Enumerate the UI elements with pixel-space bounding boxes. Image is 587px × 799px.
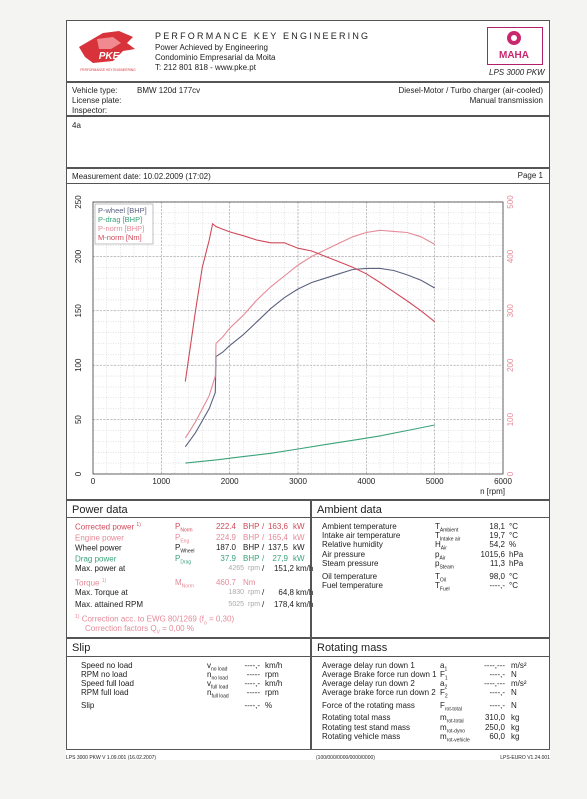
slip-row-unit: rpm (265, 688, 279, 697)
y-left-tick-label: 200 (74, 249, 83, 264)
slip-row-value: ----,- (244, 701, 260, 710)
ambient-row-symbol: $T_{Oil}$ (435, 572, 447, 584)
ambient-row-symbol: $T_{Ambient}$ (435, 522, 459, 534)
max-torque-speed: 64,8 (278, 588, 294, 597)
ambient-row-label: Fuel temperature (322, 581, 383, 590)
power-row-bhp-unit: BHP (243, 553, 260, 563)
correction-factor: Correction factors $Q_V = 0,00$ % (85, 624, 194, 636)
ambient-row-unit: °C (509, 572, 518, 581)
engine-type: Diesel-Motor / Turbo charger (air-cooled) (398, 86, 543, 95)
slip-row-label: RPM full load (81, 688, 129, 697)
rotating-row-label: Average delay run down 2 (322, 679, 415, 688)
rotating-row-symbol: $m_{rot-dyno}$ (440, 723, 466, 735)
y-right-tick-label: 300 (506, 304, 515, 318)
power-row-kw: 163,6 (267, 522, 288, 531)
max-torque-slash: / (262, 588, 265, 597)
rotating-row-value: 310,0 (484, 713, 505, 722)
company-contact: T: 212 801 818 - www.pke.pt (155, 63, 256, 72)
legend-entry: M-norm [Nm] (98, 233, 142, 242)
slip-row-symbol: $n_{no load}$ (207, 670, 228, 682)
rotating-row-unit: kg (511, 723, 520, 732)
slip-row-unit: % (265, 701, 273, 710)
power-row-label: Engine power (75, 533, 124, 543)
rotating-row-symbol: $F_2$ (440, 688, 448, 700)
rotating-row-symbol: $F_{rot-total}$ (440, 701, 462, 713)
rotating-row-symbol: $F_1$ (440, 670, 448, 682)
company-tagline: Power Achieved by Engineering (155, 43, 268, 52)
ambient-row-value: ----,- (489, 581, 505, 590)
power-row-kw-unit: kW (293, 532, 305, 542)
ambient-row-symbol: $T_{Intake air}$ (435, 531, 461, 543)
legend-entry: P-wheel [BHP] (98, 206, 147, 215)
x-tick-label: 3000 (289, 477, 307, 486)
power-row-slash: / (262, 543, 265, 552)
rotating-row-label: Rotating test stand mass (322, 723, 411, 732)
ambient-row-symbol: $p_{Air}$ (435, 550, 446, 562)
rotating-row-label: Average Brake force run down 1 (322, 670, 437, 679)
rotating-row-symbol: $m_{rot-vehicle}$ (440, 732, 470, 744)
slip-row-label: Slip (81, 701, 95, 710)
rotating-mass-box (311, 638, 550, 750)
vehicle-type-value: BMW 120d 177cv (137, 86, 201, 95)
x-tick-label: 5000 (425, 477, 444, 486)
ambient-row-symbol: $p_{Steam}$ (435, 559, 454, 571)
ambient-row-symbol: $T_{Fuel}$ (435, 581, 450, 593)
max-power-speed-unit: km/h (296, 564, 314, 573)
x-tick-label: 2000 (220, 477, 239, 486)
ambient-row-value: 18,1 (489, 522, 505, 531)
max-power-rpm-unit: rpm (248, 565, 261, 572)
series-line (185, 224, 434, 382)
ambient-row-unit: hPa (509, 550, 524, 559)
y-left-tick-label: 50 (74, 415, 83, 425)
max-power-speed: 151,2 (273, 564, 294, 573)
power-row-kw-unit: kW (293, 522, 305, 531)
power-row-symbol: $P_{Norm}$ (175, 522, 193, 534)
maha-logo (487, 27, 543, 65)
legend-entry: P-drag [BHP] (98, 215, 143, 224)
max-power-slash: / (262, 564, 265, 573)
y-right-tick-label: 200 (506, 358, 515, 372)
max-rpm-value: 5025 (228, 601, 244, 608)
slip-row-value: ----- (246, 688, 260, 697)
y-left-tick-label: 0 (74, 471, 83, 477)
max-torque-label: Max. Torque at (75, 588, 128, 597)
max-power-rpm: 4265 (228, 565, 244, 572)
max-torque-rpm-unit: rpm (248, 589, 261, 596)
series-line (185, 230, 434, 438)
rotating-row-unit: N (511, 688, 517, 697)
ambient-data-divider (312, 517, 549, 518)
power-row-bhp-unit: BHP (243, 532, 260, 542)
company-name: PERFORMANCE KEY ENGINEERING (155, 31, 371, 41)
power-row-symbol: $P_{Wheel}$ (175, 543, 195, 555)
rotating-row-unit: N (511, 701, 517, 710)
power-row-symbol: $P_{Eng}$ (175, 532, 190, 545)
footer-right: LPS-EURO V1.24.001 (500, 755, 550, 761)
slip-row-value: ----,- (244, 679, 260, 688)
x-tick-label: 1000 (152, 477, 171, 486)
ambient-row-label: Air pressure (322, 550, 366, 559)
rotating-row-value: ----,--- (484, 661, 505, 670)
transmission-type: Manual transmission (469, 96, 543, 105)
legend-entry: P-norm [BHP] (98, 224, 145, 233)
correction-note: $^{1)}$ Correction acc. to EWG 80/1269 $(f_o = 0,30)$ (75, 614, 235, 627)
slip-divider (67, 656, 310, 657)
torque-label: Torque $^{1)}$ (75, 578, 107, 588)
series-line (185, 268, 434, 446)
y-right-tick-label: 100 (506, 412, 515, 427)
rotating-row-label: Rotating vehicle mass (322, 732, 401, 741)
ambient-row-value: 98,0 (489, 572, 505, 581)
ambient-row-symbol: $H_{Air}$ (435, 540, 447, 552)
ambient-row-label: Steam pressure (322, 559, 379, 568)
torque-value: 460.7 (215, 578, 236, 587)
slip-row-value: ----- (246, 670, 260, 679)
slip-row-label: RPM no load (81, 670, 128, 679)
ambient-row-value: 11,3 (490, 559, 505, 568)
ambient-row-label: Oil temperature (322, 572, 378, 581)
ambient-row-unit: hPa (509, 559, 524, 568)
max-torque-speed-unit: km/h (296, 588, 314, 597)
rotating-row-symbol: $m_{rot-total}$ (440, 713, 464, 725)
x-axis-unit: n [rpm] (480, 487, 505, 496)
power-torque-chart (67, 184, 549, 499)
rotating-row-unit: N (511, 670, 517, 679)
svg-text:PERFORMANCE KEY ENGINEERING: PERFORMANCE KEY ENGINEERING (80, 68, 136, 72)
max-torque-rpm: 1830 (228, 589, 244, 596)
torque-unit: Nm (243, 578, 256, 587)
power-row-kw: 137,5 (267, 543, 288, 552)
svg-text:MAHA: MAHA (499, 50, 529, 61)
power-row-bhp: 222.4 (215, 522, 236, 531)
max-rpm-unit: rpm (248, 601, 261, 608)
power-row-label: Wheel power (75, 543, 122, 553)
power-row-slash: / (262, 553, 265, 563)
rotating-row-label: Average brake force run down 2 (322, 688, 436, 697)
power-row-kw-unit: kW (293, 543, 305, 552)
power-row-bhp: 37.9 (220, 553, 236, 563)
y-left-tick-label: 100 (74, 358, 83, 372)
rotating-row-label: Rotating total mass (322, 713, 391, 722)
header-box (66, 20, 550, 82)
rotating-row-unit: m/s² (511, 679, 527, 688)
ambient-row-value: 19,7 (489, 531, 505, 540)
rotating-row-value: ----,- (489, 688, 505, 697)
power-row-slash: / (262, 522, 265, 531)
power-row-kw: 27,9 (272, 553, 288, 563)
footer-center: (100/000/0000/0000/0000) (316, 755, 375, 761)
rotating-row-label: Force of the rotating mass (322, 701, 415, 710)
y-left-tick-label: 250 (74, 195, 83, 209)
slip-row-symbol: $n_{full load}$ (207, 688, 229, 700)
rotating-row-unit: kg (511, 713, 520, 722)
y-right-tick-label: 400 (506, 249, 515, 264)
pke-logo (73, 27, 143, 75)
torque-symbol: $M_{Norm}$ (175, 578, 194, 590)
dyno-model: LPS 3000 PKW (489, 68, 545, 77)
rotating-mass-divider (312, 656, 549, 657)
rotating-row-value: ----,- (489, 670, 505, 679)
power-data-divider (67, 517, 310, 518)
rotating-row-symbol: $a_2$ (440, 679, 448, 691)
report-sheet (66, 20, 550, 760)
rotating-row-value: 250,0 (484, 723, 505, 732)
measurement-date: Measurement date: 10.02.2009 (17:02) (72, 172, 211, 181)
x-tick-label: 4000 (357, 477, 376, 486)
rotating-mass-title: Rotating mass (317, 642, 388, 654)
ambient-data-title: Ambient data (317, 504, 382, 516)
ambient-row-label: Ambient temperature (322, 522, 397, 531)
max-rpm-speed: 178,4 (273, 600, 294, 609)
ambient-row-unit: °C (509, 581, 518, 590)
rotating-row-unit: m/s² (511, 661, 527, 670)
slip-row-label: Speed full load (81, 679, 134, 688)
rotating-row-symbol: $a_1$ (440, 661, 448, 673)
power-row-bhp-unit: BHP (243, 543, 260, 552)
max-power-label: Max. power at (75, 564, 126, 573)
ambient-row-unit: °C (509, 531, 518, 540)
power-row-label: Drag power (75, 554, 117, 564)
slip-row-value: ----,- (244, 661, 260, 670)
series-line (185, 425, 434, 463)
max-rpm-speed-unit: km/h (296, 600, 314, 609)
vehicle-type-label: Vehicle type: (72, 86, 118, 95)
slip-row-label: Speed no load (81, 661, 133, 670)
chart-box (66, 168, 550, 500)
ambient-row-label: Intake air temperature (322, 531, 401, 540)
license-plate-label: License plate: (72, 96, 122, 105)
footer-left: LPS 3000 PKW V 1.09.001 (16.02.2007) (66, 755, 157, 761)
power-row-bhp-unit: BHP (243, 522, 260, 531)
y-right-tick-label: 500 (506, 195, 515, 209)
power-row-kw: 165,4 (267, 532, 288, 542)
max-rpm-slash: / (262, 600, 265, 609)
rotating-row-value: ----,- (489, 701, 505, 710)
slip-box (66, 638, 311, 750)
rotating-row-value: ----,--- (484, 679, 505, 688)
ambient-row-unit: % (509, 540, 517, 549)
page-number: Page 1 (517, 171, 543, 180)
slip-row-unit: km/h (265, 661, 283, 670)
power-data-title: Power data (72, 504, 128, 516)
ambient-data-box (311, 500, 550, 638)
power-row-bhp: 224.9 (215, 532, 236, 542)
power-row-symbol: $P_{Drag}$ (175, 553, 192, 566)
company-address: Condominio Empresarial da Moita (155, 53, 276, 62)
slip-row-symbol: $v_{full load}$ (207, 679, 229, 691)
slip-row-unit: km/h (265, 679, 283, 688)
rotating-row-value: 60,0 (489, 732, 505, 741)
rotating-row-label: Average delay run down 1 (322, 661, 415, 670)
y-left-tick-label: 150 (74, 304, 83, 318)
vehicle-box (66, 82, 550, 116)
inspector-label: Inspector: (72, 106, 108, 115)
slip-title: Slip (72, 642, 91, 654)
power-row-label: Corrected power $^{1)}$ (75, 522, 141, 532)
slip-row-symbol: $v_{no load}$ (207, 661, 228, 673)
ambient-row-value: 1015,6 (480, 550, 505, 559)
rotating-row-unit: kg (511, 732, 520, 741)
x-tick-label: 0 (90, 477, 96, 486)
power-row-bhp: 187.0 (215, 543, 236, 552)
svg-text:PKE: PKE (98, 51, 120, 62)
y-right-tick-label: 0 (506, 471, 515, 477)
comment-box (66, 116, 550, 168)
max-rpm-label: Max. attained RPM (75, 600, 144, 609)
power-row-slash: / (262, 532, 265, 542)
ambient-row-unit: °C (509, 522, 518, 531)
ambient-row-value: 54,2 (489, 540, 505, 549)
power-data-box (66, 500, 314, 638)
x-tick-label: 6000 (494, 477, 512, 486)
ambient-row-label: Relative humidity (322, 540, 383, 549)
slip-row-unit: rpm (265, 670, 279, 679)
power-row-kw-unit: kW (293, 553, 305, 563)
comment-text: 4a (72, 121, 81, 130)
